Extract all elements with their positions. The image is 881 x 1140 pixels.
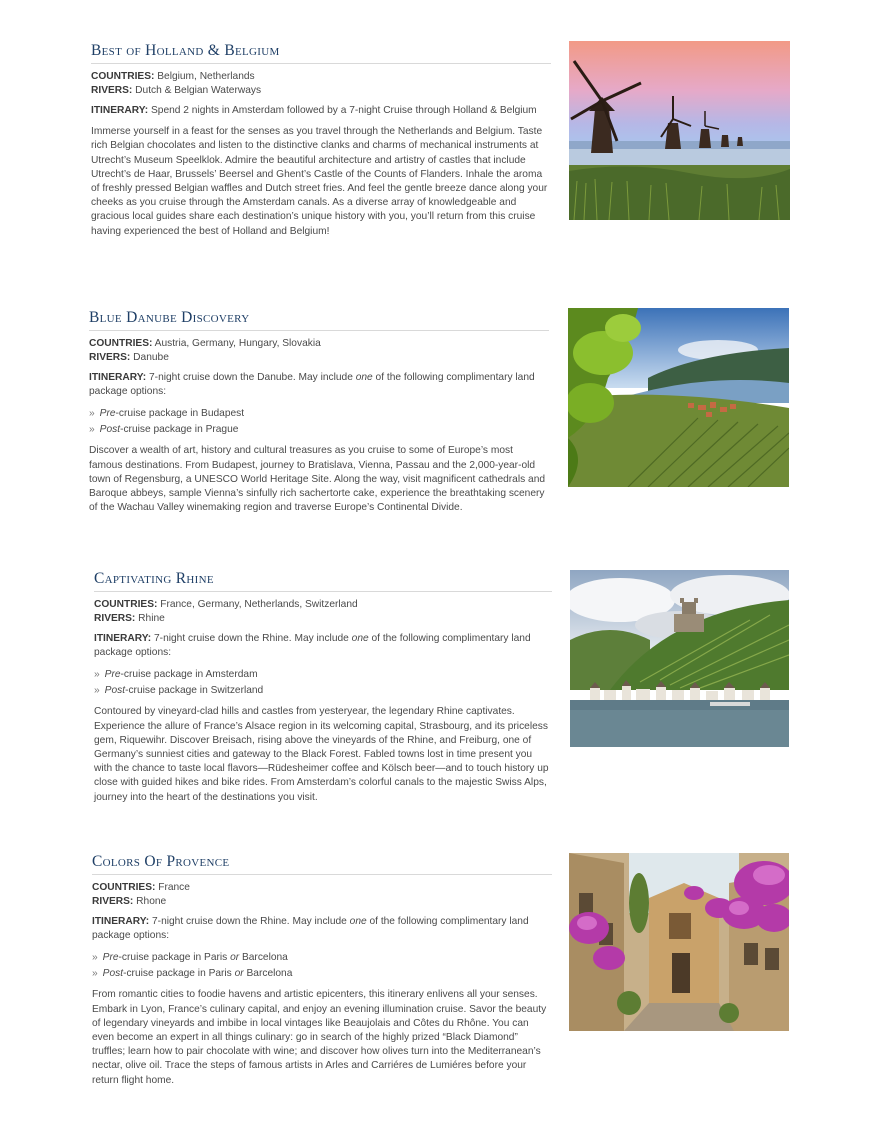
itinerary-label: ITINERARY:: [91, 105, 149, 116]
countries-label: COUNTRIES:: [91, 71, 155, 82]
itinerary-em: one: [351, 633, 369, 644]
section-meta: [92, 881, 552, 909]
section-title: Colors Of Provence: [92, 853, 552, 875]
rivers-value: Danube: [133, 352, 169, 363]
itinerary-label: ITINERARY:: [92, 916, 150, 927]
countries-label: COUNTRIES:: [94, 599, 158, 610]
section-text: [92, 853, 552, 1095]
section-title: Blue Danube Discovery: [89, 309, 549, 331]
package-text: -cruise package in Paris: [118, 952, 231, 964]
countries-value: France, Germany, Netherlands, Switzerland: [160, 599, 358, 610]
section-meta: [89, 337, 549, 365]
countries-value: Belgium, Netherlands: [157, 71, 255, 82]
itinerary-text-pre: 7-night cruise down the Rhine. May include: [154, 633, 352, 644]
package-text: -cruise package in Budapest: [115, 408, 245, 420]
list-item: [92, 966, 552, 982]
package-text: Barcelona: [239, 952, 288, 964]
section-description: Contoured by vineyard-clad hills and castles from yesteryear, the legendary Rhine captivates. Experience the allure of France’s Alsace region in its welcoming capital, Strasbourg, and its priceless gem, Riquewihr. Discover Breisach, rising above the vineyards of the Rhine, and Freiburg, one of Germany’s sunniest cities and gateway to the Black Forest. Fabled towns lost in time present you with the chance to taste local flavors—Rüdesheimer coffee and Kölsch beer—and to touch history up close with guided hikes and bike rides. From Amsterdam’s colorful canals to the majestic Swiss Alps, journey into the heart of the destinations you visit.: [94, 706, 549, 803]
chevron-right-icon: »: [92, 968, 98, 980]
countries-value: Austria, Germany, Hungary, Slovakia: [154, 338, 321, 349]
itinerary: [92, 915, 552, 943]
itinerary-em: one: [349, 916, 367, 927]
rivers-label: RIVERS:: [89, 352, 131, 363]
itinerary: [91, 104, 551, 118]
section-text: [91, 42, 551, 246]
package-text: -cruise package in Switzerland: [125, 685, 264, 697]
list-item: [89, 422, 549, 438]
package-list: [92, 950, 552, 982]
provence-street-photo: [569, 853, 789, 1031]
package-text: -cruise package in Paris: [123, 968, 235, 980]
windmills-photo: [569, 41, 790, 220]
chevron-right-icon: »: [94, 685, 100, 697]
list-item: [92, 950, 552, 966]
chevron-right-icon: »: [89, 408, 95, 420]
rivers-value: Rhone: [136, 896, 167, 907]
section-text: [94, 570, 552, 812]
itinerary-text-post: of the following complimentary land package options:: [94, 633, 531, 659]
package-text: -cruise package in Amsterdam: [120, 669, 258, 681]
package-timing: Pre: [99, 408, 116, 420]
chevron-right-icon: »: [94, 669, 100, 681]
chevron-right-icon: »: [92, 952, 98, 964]
rivers-value: Dutch & Belgian Waterways: [135, 85, 262, 96]
itinerary-text: Spend 2 nights in Amsterdam followed by a 7-night Cruise through Holland & Belgium: [151, 105, 537, 116]
rhine-castle-photo: [570, 570, 789, 747]
chevron-right-icon: »: [89, 424, 95, 436]
countries-label: COUNTRIES:: [89, 338, 153, 349]
list-item: [94, 667, 552, 683]
rivers-label: RIVERS:: [92, 896, 134, 907]
section-title: Captivating Rhine: [94, 570, 552, 592]
danube-vineyard-photo: [568, 308, 789, 487]
rivers-label: RIVERS:: [94, 613, 136, 624]
section-title: Best of Holland & Belgium: [91, 42, 551, 64]
package-text: -cruise package in Prague: [120, 424, 239, 436]
package-list: [89, 406, 549, 438]
package-or: or: [230, 952, 240, 964]
package-text: Barcelona: [243, 968, 293, 980]
itinerary-text-pre: 7-night cruise down the Danube. May include: [149, 372, 356, 383]
section-text: [89, 309, 549, 522]
itinerary: [94, 632, 552, 660]
itinerary-text-post: of the following complimentary land package options:: [92, 916, 529, 942]
package-timing: Post: [99, 424, 121, 436]
section-meta: [91, 70, 551, 98]
itinerary-text-post: of the following complimentary land package options:: [89, 372, 535, 398]
package-timing: Pre: [104, 669, 121, 681]
countries-label: COUNTRIES:: [92, 882, 156, 893]
section-meta: [94, 598, 552, 626]
itinerary-text-pre: 7-night cruise down the Rhine. May include: [152, 916, 350, 927]
list-item: [94, 683, 552, 699]
package-timing: Post: [102, 968, 124, 980]
package-or: or: [234, 968, 244, 980]
list-item: [89, 406, 549, 422]
itinerary-em: one: [355, 372, 373, 383]
section-description: From romantic cities to foodie havens and artistic epicenters, this itinerary enlivens all your senses. Embark in Lyon, France’s culinary capital, and enjoy an evening illumination cruise. Savor the beauty of legendary vineyards and imbibe in local vintages like Beaujolais and Côtes du Rhône. You can even become an expert in all things culinary: go in search of the highly prized “Black Diamond” truffles; learn how to pair chocolate with wine; and discover how olives turn into the Mediterranean’s nectar, olive oil. Trace the steps of famous artists in Arles and Carriéres de Lumiéres before your return flight home.: [92, 989, 547, 1086]
package-timing: Post: [104, 685, 126, 697]
countries-value: France: [158, 882, 190, 893]
package-timing: Pre: [102, 952, 119, 964]
itinerary-label: ITINERARY:: [89, 372, 147, 383]
rivers-label: RIVERS:: [91, 85, 133, 96]
section-description: Immerse yourself in a feast for the senses as you travel through the Netherlands and Belgium. Taste rich Belgian chocolates and listen to the distinctive clanks and charms of mechanical instruments at Utrecht’s Museum Speelklok. Admire the beautiful architecture and artistry of castles that include Utrecht’s de Haar, Brussels’ Beersel and Ghent’s Castle of the Counts of Flanders. Inhale the aroma of freshly pressed Belgian waffles and Dutch street fries. And feel the gentle breeze dance along your cheeks as you cruise through the Amsterdam canals. As a diverse array of knowledgeable and gracious local guides share each destination’s unique history with you, you’ll return from this cruise having experienced the best of Holland and Belgium!: [91, 126, 548, 237]
itinerary-label: ITINERARY:: [94, 633, 152, 644]
package-list: [94, 667, 552, 699]
rivers-value: Rhine: [138, 613, 165, 624]
itinerary: [89, 371, 549, 399]
section-description: Discover a wealth of art, history and cultural treasures as you cruise to some of Europe’s most famous destinations. From Budapest, journey to Bratislava, Vienna, Passau and the 2,000-year-old town of Regensburg, a UNESCO World Heritage Site. Along the way, visit magnificent cathedrals and Baroque abbeys, sample Vienna’s sinfully rich sachertorte cake, experience the breathtaking scenery of the Wachau Valley winemaking region and traverse Europe’s Continental Divide.: [89, 445, 546, 514]
